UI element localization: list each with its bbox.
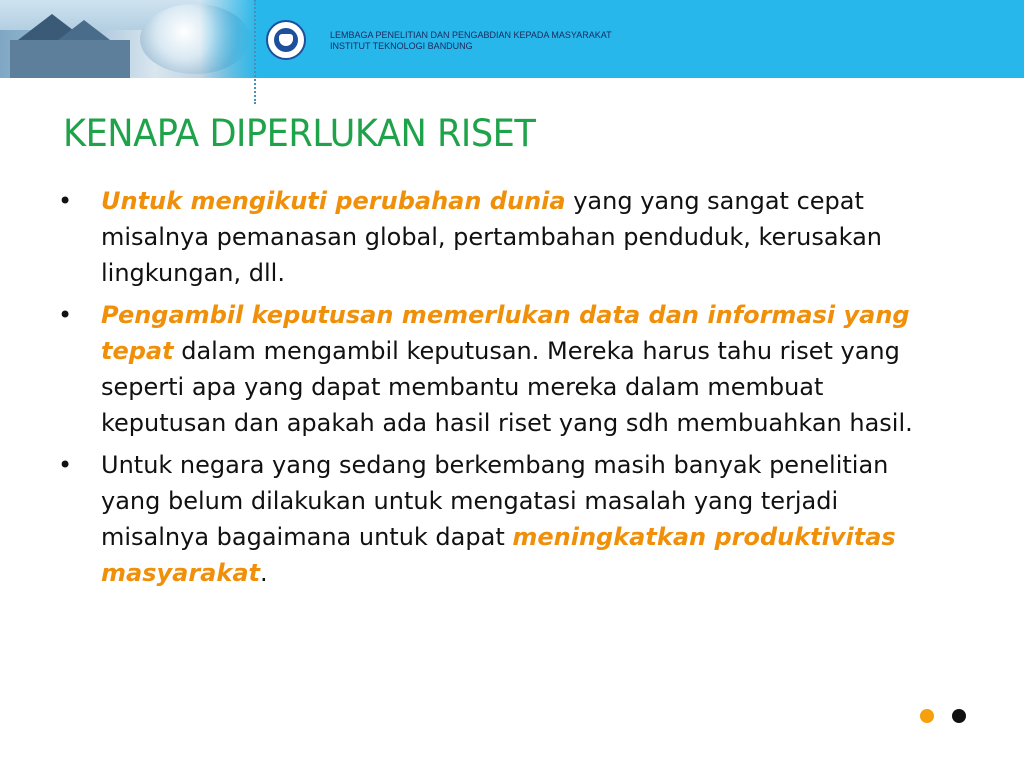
bullet-item-3	[58, 447, 951, 591]
header-divider	[254, 0, 256, 104]
bullet-3-text: Untuk negara yang sedang berkembang masih banyak penelitian yang belum dilakukan untuk mengatasi masalah yang terjadi misalnya bagaimana untuk dapat	[101, 451, 889, 551]
bullet-marker: •	[58, 301, 73, 329]
bullet-item-1	[58, 183, 951, 291]
bullet-item-2	[58, 297, 951, 441]
bullet-3-highlight: meningkatkan produktivitas masyarakat	[101, 523, 896, 587]
black-dot-icon[interactable]	[952, 709, 966, 723]
bullet-marker: •	[58, 451, 73, 479]
bullet-marker: •	[58, 187, 73, 215]
bullet-1-highlight: Untuk mengikuti perubahan dunia	[101, 187, 566, 215]
institution-line-2: INSTITUT TEKNOLOGI BANDUNG	[330, 41, 473, 51]
slide-title: KENAPA DIPERLUKAN RISET	[63, 112, 536, 155]
bullet-list	[58, 183, 958, 597]
bullet-3-tail: .	[260, 559, 268, 587]
bullet-1-text: yang yang sangat cepat misalnya pemanasan global, pertambahan penduduk, kerusakan lingkungan, dll.	[101, 187, 882, 287]
bullet-2-highlight: Pengambil keputusan memerlukan data dan informasi yang tepat	[101, 301, 910, 365]
bullet-2-text: dalam mengambil keputusan. Mereka harus tahu riset yang seperti apa yang dapat membantu mereka dalam membuat keputusan dan apakah ada hasil riset yang sdh membuahkan hasil.	[101, 337, 913, 437]
itb-logo-icon	[266, 20, 306, 60]
institution-name	[330, 30, 612, 52]
orange-dot-icon[interactable]	[920, 709, 934, 723]
institution-line-1: LEMBAGA PENELITIAN DAN PENGABDIAN KEPADA MASYARAKAT	[330, 30, 612, 40]
header-photo	[0, 0, 258, 78]
